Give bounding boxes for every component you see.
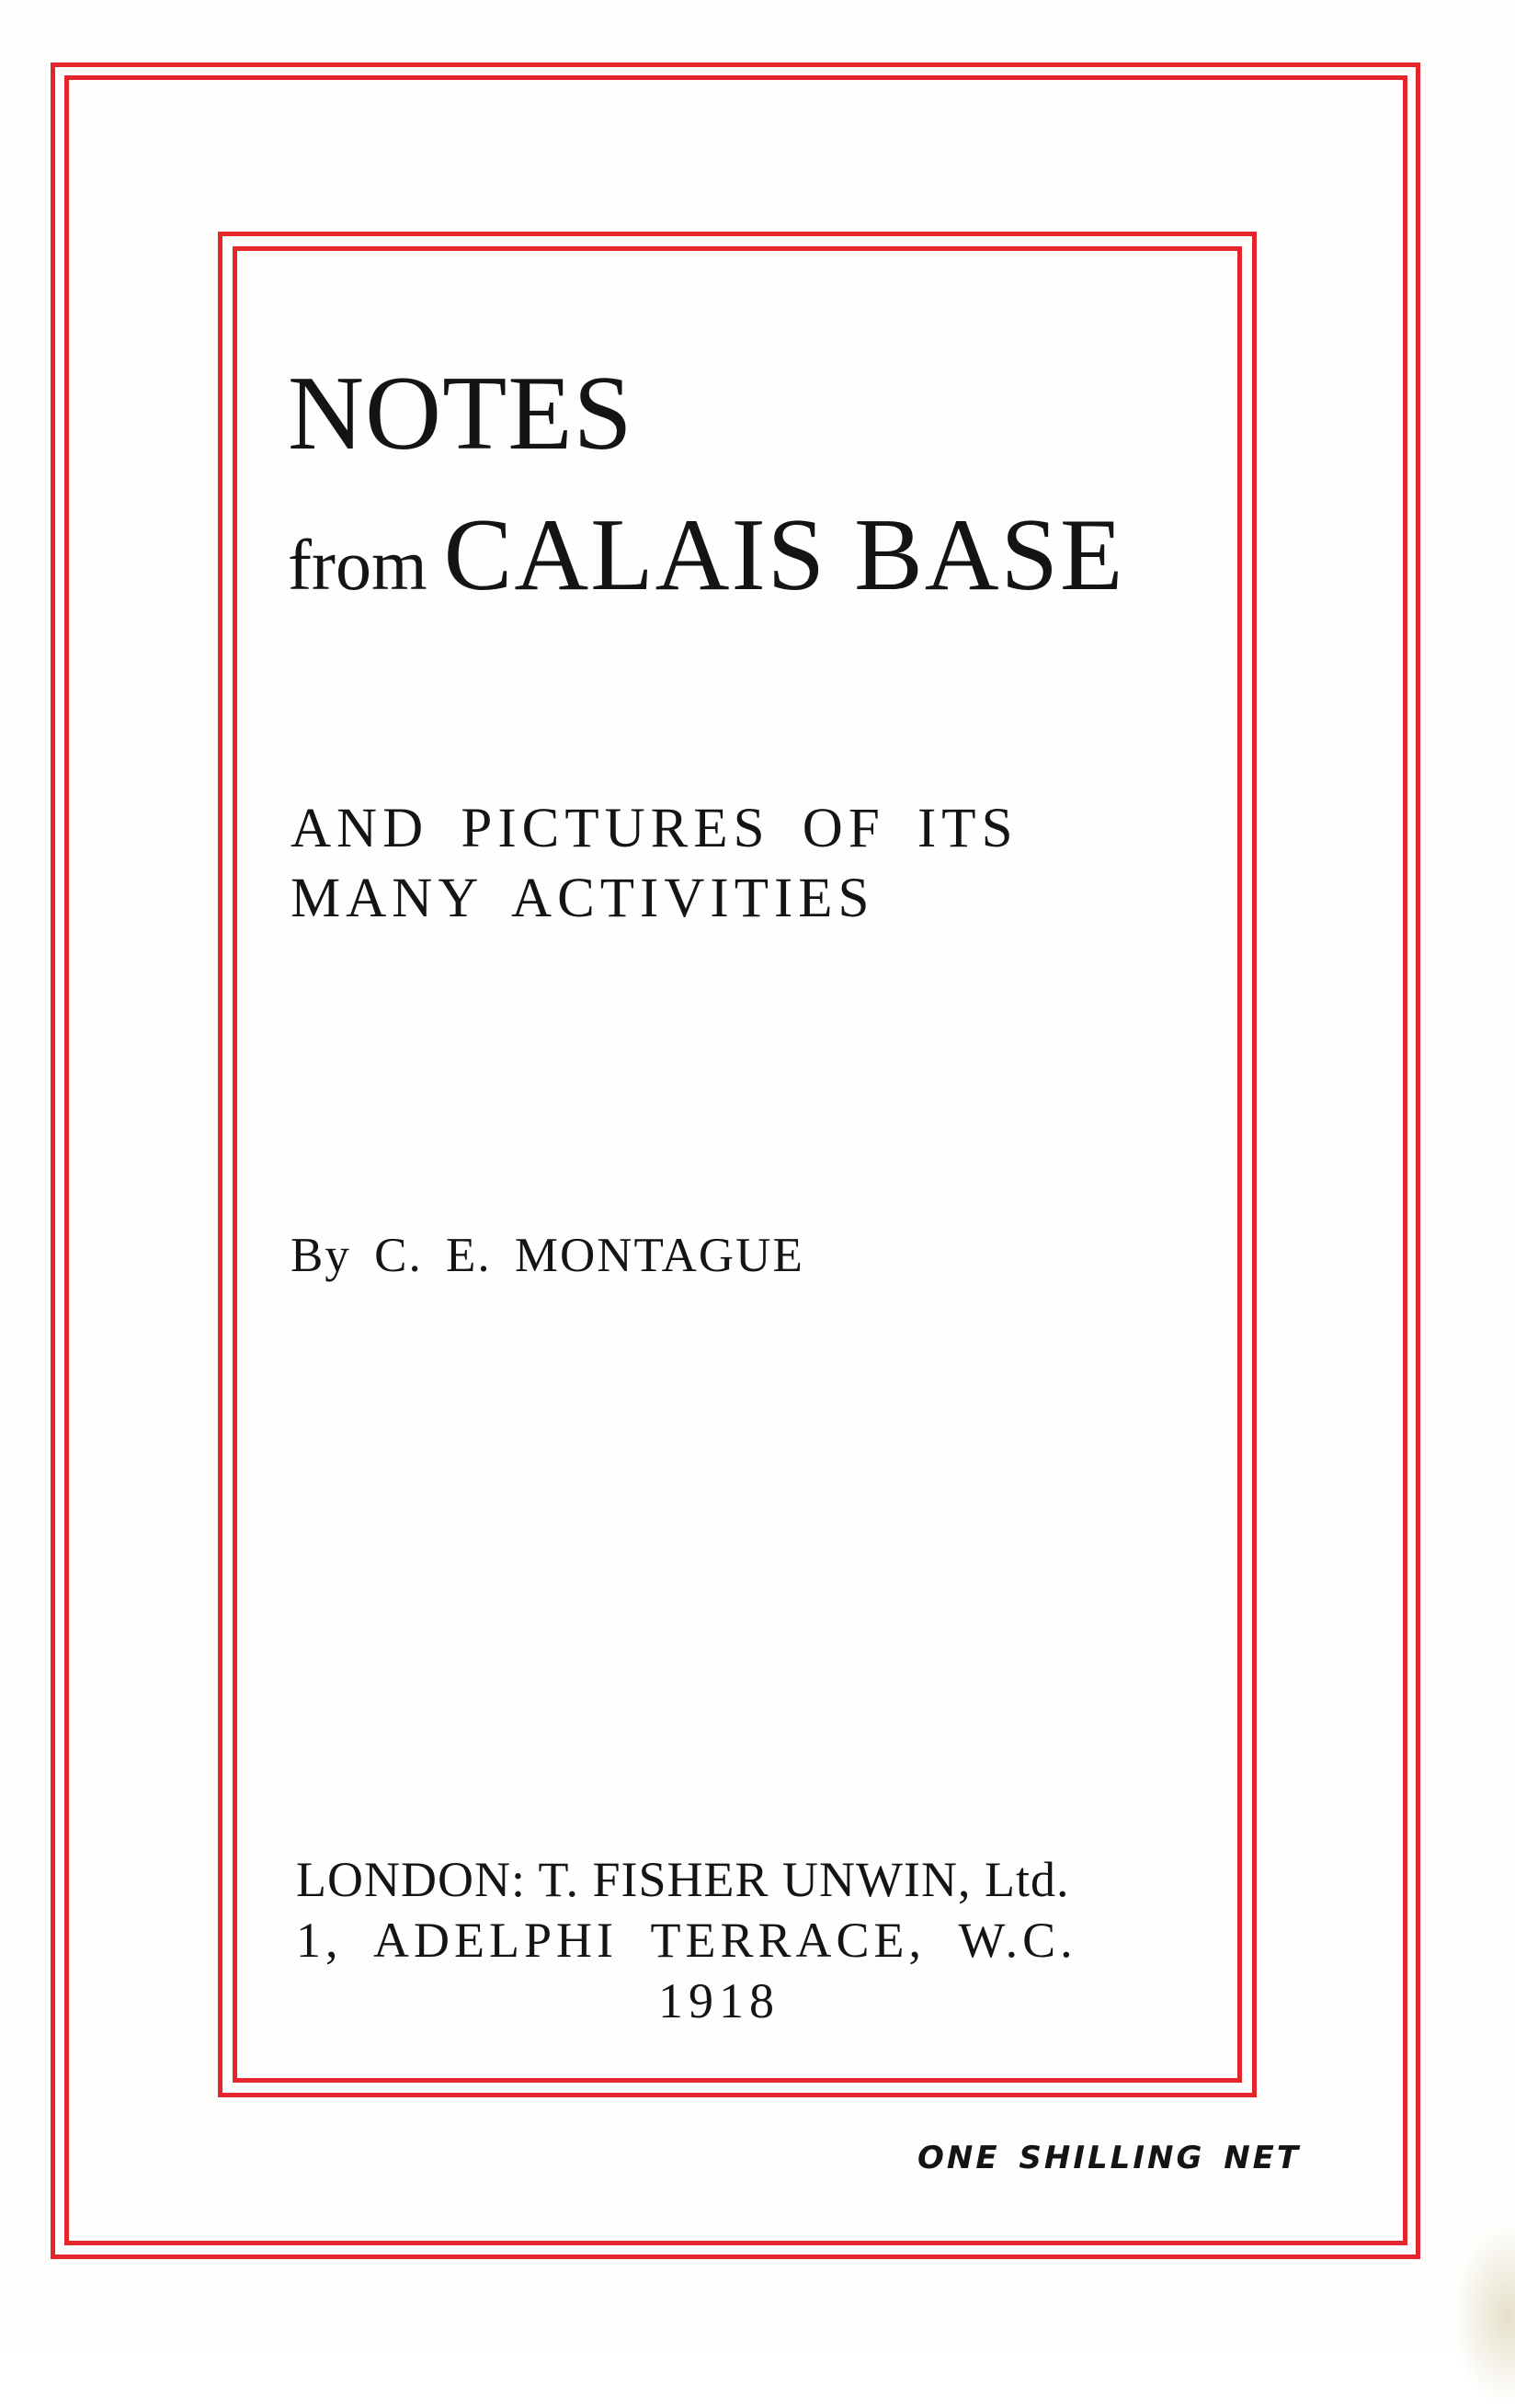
publisher-name: LONDON: T. FISHER UNWIN, Ltd. (296, 1852, 1070, 1907)
paper-edge-stain (1452, 2224, 1515, 2408)
author-line: By C. E. MONTAGUE (290, 1229, 804, 1282)
subtitle-line-2: MANY ACTIVITIES (290, 868, 875, 929)
publisher-address: 1, ADELPHI TERRACE, W.C. (296, 1913, 1077, 1968)
subtitle-line-1: AND PICTURES OF ITS (290, 798, 1019, 859)
price-label: ONE SHILLING NET (917, 2140, 1302, 2176)
publication-year: 1918 (658, 1973, 780, 2028)
title-calais-base: CALAIS BASE (443, 498, 1125, 612)
title-notes: NOTES (288, 355, 633, 471)
publisher-block (296, 1849, 1206, 2031)
title-line-2 (288, 498, 1125, 612)
title-from: from (288, 525, 427, 605)
subtitle (290, 794, 1019, 934)
